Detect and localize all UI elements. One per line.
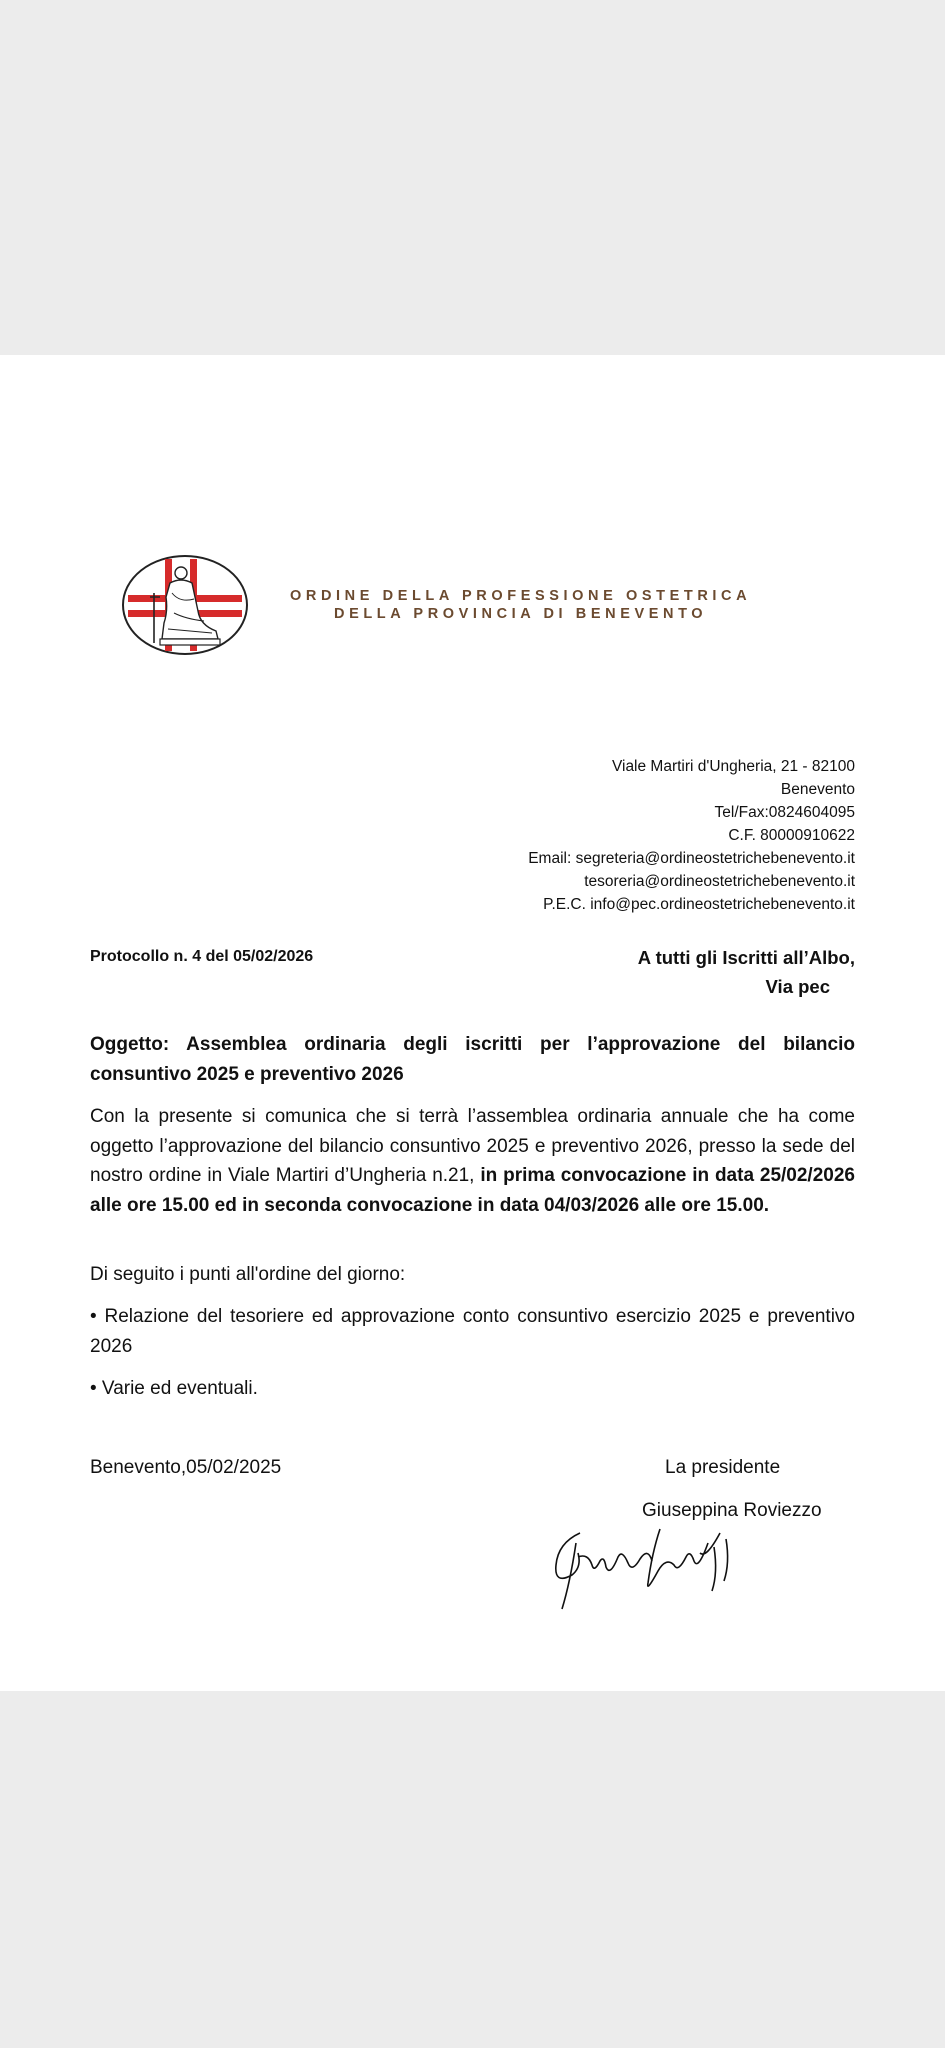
protocol-number: Protocollo n. 4 del 05/02/2026 bbox=[90, 948, 314, 965]
recipient-line2: Via pec bbox=[765, 976, 830, 997]
recipient-line1: A tutti gli Iscritti all’Albo, bbox=[637, 947, 855, 968]
org-name-line2: DELLA PROVINCIA DI BENEVENTO bbox=[334, 606, 708, 622]
contact-address: Viale Martiri d'Ungheria, 21 - 82100 bbox=[611, 758, 855, 775]
signer-title: La presidente bbox=[665, 1457, 781, 1478]
contact-email: Email: segreteria@ordineostetrichebenevento.it bbox=[528, 850, 855, 867]
contact-email-treasury: tesoreria@ordineostetrichebenevento.it bbox=[584, 873, 855, 890]
subject-label: Oggetto: bbox=[90, 1034, 170, 1055]
subject-line bbox=[90, 1030, 855, 1089]
agenda-item: • Relazione del tesoriere ed approvazione conto consuntivo esercizio 2025 e preventivo 2026 bbox=[90, 1306, 855, 1357]
contact-phone: Tel/Fax:0824604095 bbox=[714, 804, 855, 821]
org-name-line1: ORDINE DELLA PROFESSIONE OSTETRICA bbox=[290, 588, 752, 604]
recipient-block bbox=[638, 943, 855, 1001]
midwifery-order-emblem-icon bbox=[120, 553, 250, 657]
main-paragraph-dates: in prima convocazione in data 25/02/2026 alle ore 15.00 ed in seconda convocazione in data 04/03/2026 alle ore 15.00. bbox=[90, 1165, 855, 1216]
agenda-item: • Varie ed eventuali. bbox=[90, 1378, 258, 1399]
main-paragraph bbox=[90, 1102, 855, 1220]
subject-text: Assemblea ordinaria degli iscritti per l’approvazione del bilancio consuntivo 2025 e preventivo 2026 bbox=[90, 1034, 855, 1085]
contact-pec: P.E.C. info@pec.ordineostetrichebenevento.it bbox=[543, 896, 855, 913]
agenda-intro: Di seguito i punti all'ordine del giorno: bbox=[90, 1264, 406, 1285]
signer-name: Giuseppina Roviezzo bbox=[642, 1500, 822, 1521]
contact-block bbox=[528, 755, 855, 916]
contact-cf: C.F. 80000910622 bbox=[728, 827, 855, 844]
letter-page bbox=[0, 355, 945, 1691]
contact-city: Benevento bbox=[780, 781, 855, 798]
place-date: Benevento,05/02/2025 bbox=[90, 1457, 282, 1478]
handwritten-signature-icon bbox=[548, 1513, 748, 1623]
main-paragraph-text: Con la presente si comunica che si terrà l’assemblea ordinaria annuale che ha come oggetto l’approvazione del bilancio consuntivo 2025 e preventivo 2026, presso la sede del nostro ordine in Viale Martiri d’Ungheria n.21, bbox=[90, 1106, 855, 1186]
organization-name bbox=[290, 587, 751, 623]
